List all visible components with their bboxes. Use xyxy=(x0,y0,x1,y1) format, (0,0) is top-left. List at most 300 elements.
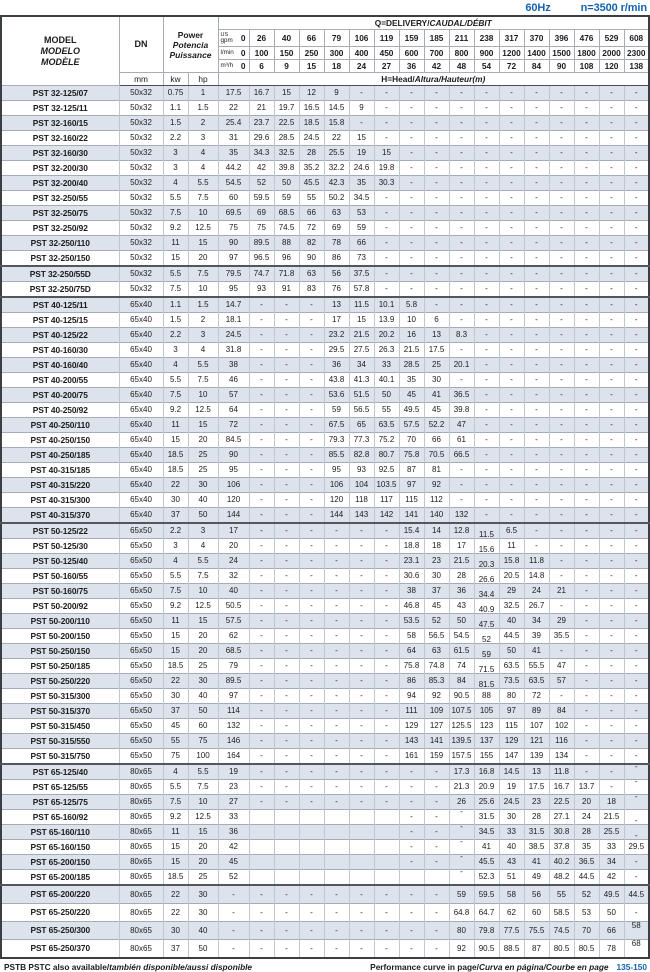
head-value-cell xyxy=(324,840,349,855)
head-value-cell: 78 xyxy=(599,940,624,959)
head-value-cell: - xyxy=(349,885,374,904)
head-value-cell: 109 xyxy=(424,704,449,719)
lmin-flow-value: 2000 xyxy=(599,47,624,60)
head-value-cell: - xyxy=(424,764,449,780)
head-value-cell: 20 xyxy=(574,795,599,810)
head-value-cell: - xyxy=(374,614,399,629)
head-value-cell: - xyxy=(324,614,349,629)
head-value-cell: 46.8 xyxy=(399,599,424,614)
head-value-cell: 73.5 xyxy=(499,674,524,689)
head-value-cell: 22 xyxy=(324,131,349,146)
head-value-cell: 91 xyxy=(274,282,299,298)
m3h-unit-cell xyxy=(218,60,249,73)
model-cell: PST 50-250/150 xyxy=(1,644,119,659)
head-value-cell: - xyxy=(324,780,349,795)
dn-cell: 65x50 xyxy=(119,554,163,569)
head-value-cell: 90 xyxy=(218,236,249,251)
head-value-cell: - xyxy=(574,418,599,433)
kw-cell: 5.5 xyxy=(163,266,188,282)
head-value-cell: 88 xyxy=(274,236,299,251)
head-value-cell: - xyxy=(499,266,524,282)
head-value-cell: 45 xyxy=(399,388,424,403)
table-row xyxy=(1,810,649,825)
head-value-cell: 72 xyxy=(218,418,249,433)
head-value-cell: 35 xyxy=(399,373,424,388)
head-value-cell: 18 xyxy=(424,539,449,554)
head-value-cell: - xyxy=(399,266,424,282)
head-value-cell: 16.8 xyxy=(474,764,499,780)
head-value-cell: - xyxy=(424,904,449,922)
head-value-cell: - xyxy=(274,599,299,614)
head-value-cell: 55 xyxy=(299,191,324,206)
model-cell: PST 40-160/40 xyxy=(1,358,119,373)
head-value-cell: - xyxy=(374,629,399,644)
dn-cell: 65x50 xyxy=(119,569,163,584)
head-value-cell: - xyxy=(499,251,524,267)
head-value-cell: - xyxy=(474,101,499,116)
head-value-cell: - xyxy=(499,343,524,358)
head-value-cell: - xyxy=(249,614,274,629)
head-value-cell: 21.3 xyxy=(449,780,474,795)
head-value-cell: - xyxy=(299,493,324,508)
lmin-unit-cell xyxy=(218,47,249,60)
head-value-cell: - xyxy=(249,297,274,313)
head-value-cell: 25.6 xyxy=(474,795,499,810)
head-value-cell: 9 xyxy=(324,86,349,101)
head-value-cell: - xyxy=(249,584,274,599)
head-value-cell: 24.5 xyxy=(499,795,524,810)
head-value-cell: 41.3 xyxy=(349,373,374,388)
head-value-cell: 88.5 xyxy=(499,940,524,959)
head-value-cell: 123 xyxy=(474,719,499,734)
head-value-cell: - xyxy=(249,674,274,689)
head-value-cell: - xyxy=(374,131,399,146)
head-value-cell: 86 xyxy=(324,251,349,267)
head-value-cell: 11.5 xyxy=(349,297,374,313)
head-value-cell: 59 xyxy=(474,644,499,659)
head-value-cell: - xyxy=(274,922,299,940)
kw-cell: 30 xyxy=(163,689,188,704)
kw-cell: 11 xyxy=(163,418,188,433)
head-value-cell: 132 xyxy=(218,719,249,734)
dn-cell: 50x32 xyxy=(119,86,163,101)
head-value-cell: - xyxy=(399,840,424,855)
head-value-cell: 129 xyxy=(399,719,424,734)
head-value-cell: - xyxy=(474,146,499,161)
hp-cell: 10 xyxy=(188,282,218,298)
table-row xyxy=(1,116,649,131)
head-value-cell: 90 xyxy=(218,448,249,463)
head-value-cell: 12.8 xyxy=(449,523,474,539)
head-value-cell: - xyxy=(574,313,599,328)
head-value-cell: - xyxy=(424,780,449,795)
head-value-cell: 53.6 xyxy=(324,388,349,403)
head-value-cell: - xyxy=(424,795,449,810)
dn-cell: 65x40 xyxy=(119,418,163,433)
head-value-cell: - xyxy=(399,795,424,810)
kw-cell: 3 xyxy=(163,146,188,161)
dn-cell: 50x32 xyxy=(119,266,163,282)
head-value-cell: 74.5 xyxy=(274,221,299,236)
head-value-cell: - xyxy=(274,749,299,765)
head-value-cell: - xyxy=(399,131,424,146)
head-value-cell: - xyxy=(524,403,549,418)
head-value-cell: - xyxy=(549,297,574,313)
head-value-cell: - xyxy=(474,418,499,433)
table-row xyxy=(1,297,649,313)
gpm-flow-value: 370 xyxy=(524,30,549,47)
head-value-cell: - xyxy=(599,418,624,433)
head-value-cell: - xyxy=(274,373,299,388)
table-row xyxy=(1,251,649,267)
head-value-cell: 90 xyxy=(299,251,324,267)
head-value-cell: - xyxy=(299,689,324,704)
kw-cell: 7.5 xyxy=(163,206,188,221)
head-value-cell: - xyxy=(624,569,649,584)
dn-cell: 65x50 xyxy=(119,539,163,554)
head-value-cell: 40 xyxy=(499,614,524,629)
head-value-cell: 70 xyxy=(399,433,424,448)
footer-curve-reference xyxy=(370,962,647,972)
head-value-cell: - xyxy=(424,236,449,251)
head-value-cell: 33 xyxy=(374,358,399,373)
head-value-cell: 86 xyxy=(399,674,424,689)
kw-cell: 9.2 xyxy=(163,810,188,825)
head-value-cell: - xyxy=(624,251,649,267)
head-value-cell: - xyxy=(574,131,599,146)
head-value-cell: - xyxy=(399,236,424,251)
table-row xyxy=(1,478,649,493)
head-value-cell: - xyxy=(324,539,349,554)
lmin-flow-value: 400 xyxy=(349,47,374,60)
head-value-cell: - xyxy=(374,554,399,569)
head-value-cell: - xyxy=(599,343,624,358)
head-value-cell: 34.5 xyxy=(349,191,374,206)
table-row xyxy=(1,206,649,221)
head-value-cell xyxy=(349,825,374,840)
table-row xyxy=(1,358,649,373)
head-value-cell: - xyxy=(374,191,399,206)
head-value-cell: - xyxy=(299,674,324,689)
head-value-cell: 69 xyxy=(249,206,274,221)
head-value-cell: 28 xyxy=(299,146,324,161)
head-value-cell: - xyxy=(474,176,499,191)
head-value-cell: 93 xyxy=(349,463,374,478)
table-header xyxy=(1,16,649,86)
dn-cell: 80x65 xyxy=(119,780,163,795)
model-cell: PST 50-315/450 xyxy=(1,719,119,734)
hp-cell: 50 xyxy=(188,704,218,719)
head-value-cell: - xyxy=(399,176,424,191)
head-value-cell: 28.5 xyxy=(399,358,424,373)
head-value-cell: - xyxy=(574,493,599,508)
model-cell: PST 50-125/30 xyxy=(1,539,119,554)
head-value-cell: 17.5 xyxy=(524,780,549,795)
head-value-cell: - xyxy=(574,282,599,298)
head-value-cell: - xyxy=(624,599,649,614)
head-value-cell: - xyxy=(274,795,299,810)
head-value-cell: - xyxy=(449,855,474,870)
m3h-flow-value: 18 xyxy=(324,60,349,73)
head-value-cell: - xyxy=(524,523,549,539)
head-value-cell: - xyxy=(549,493,574,508)
head-value-cell: - xyxy=(624,764,649,780)
head-value-cell: - xyxy=(499,373,524,388)
head-value-cell: - xyxy=(349,795,374,810)
head-value-cell: 34 xyxy=(349,358,374,373)
head-value-cell: 32.5 xyxy=(499,599,524,614)
head-value-cell: 5.8 xyxy=(399,297,424,313)
head-value-cell: - xyxy=(274,418,299,433)
head-value-cell: - xyxy=(549,266,574,282)
head-value-cell: - xyxy=(599,493,624,508)
head-value-cell: 20.2 xyxy=(374,328,399,343)
m3h-flow-value: 36 xyxy=(399,60,424,73)
head-value-cell: 30.3 xyxy=(374,176,399,191)
hp-cell: 7.5 xyxy=(188,191,218,206)
head-value-cell: - xyxy=(599,599,624,614)
head-value-cell: - xyxy=(449,146,474,161)
head-value-cell: - xyxy=(474,282,499,298)
kw-cell: 11 xyxy=(163,825,188,840)
head-value-cell xyxy=(299,825,324,840)
head-value-cell: 34 xyxy=(599,855,624,870)
head-value-cell: - xyxy=(624,734,649,749)
head-value-cell: - xyxy=(499,206,524,221)
head-value-cell: - xyxy=(399,904,424,922)
head-value-cell: 47 xyxy=(449,418,474,433)
head-value-cell: - xyxy=(274,614,299,629)
head-value-cell: - xyxy=(424,176,449,191)
head-value-cell: - xyxy=(299,719,324,734)
model-cell: PST 32-160/15 xyxy=(1,116,119,131)
head-value-cell: 43 xyxy=(499,855,524,870)
power-label-fr: Puissance xyxy=(169,49,212,60)
lmin-flow-value: 900 xyxy=(474,47,499,60)
head-value-cell: 43.8 xyxy=(324,373,349,388)
head-value-cell: - xyxy=(474,433,499,448)
head-value-cell xyxy=(274,825,299,840)
head-value-cell: - xyxy=(474,463,499,478)
head-value-cell: - xyxy=(499,86,524,101)
kw-cell: 1.5 xyxy=(163,116,188,131)
head-value-cell: 70 xyxy=(574,922,599,940)
head-value-cell: 95 xyxy=(324,463,349,478)
model-cell: PST 50-200/150 xyxy=(1,629,119,644)
hp-cell: 100 xyxy=(188,749,218,765)
head-value-cell: 59.5 xyxy=(474,885,499,904)
head-value-cell: - xyxy=(249,539,274,554)
head-value-cell: - xyxy=(599,749,624,765)
head-value-cell: 44.5 xyxy=(624,885,649,904)
model-cell: PST 40-125/11 xyxy=(1,297,119,313)
head-value-cell: - xyxy=(299,780,324,795)
head-value-cell: 49 xyxy=(524,870,549,886)
head-value-cell: - xyxy=(574,116,599,131)
head-value-cell: 20.3 xyxy=(474,554,499,569)
head-value-cell: - xyxy=(524,146,549,161)
head-value-cell: - xyxy=(624,448,649,463)
head-value-cell: - xyxy=(474,191,499,206)
head-value-cell: - xyxy=(449,131,474,146)
model-cell: PST 40-250/92 xyxy=(1,403,119,418)
head-value-cell: 63 xyxy=(299,266,324,282)
model-column-header xyxy=(1,16,119,86)
head-value-cell: - xyxy=(449,840,474,855)
head-value-cell: - xyxy=(324,689,349,704)
head-value-cell: - xyxy=(299,885,324,904)
hp-cell: 10 xyxy=(188,206,218,221)
head-value-cell: - xyxy=(249,795,274,810)
head-value-cell: 33 xyxy=(218,810,249,825)
head-value-cell: 68.5 xyxy=(274,206,299,221)
head-value-cell: - xyxy=(549,569,574,584)
kw-cell: 22 xyxy=(163,904,188,922)
head-value-cell: 105 xyxy=(474,704,499,719)
m3h-flow-value: 48 xyxy=(449,60,474,73)
head-value-cell: 28.5 xyxy=(274,131,299,146)
head-value-cell: - xyxy=(474,116,499,131)
head-value-cell: - xyxy=(274,554,299,569)
model-cell: PST 40-315/220 xyxy=(1,478,119,493)
head-value-cell: 92 xyxy=(449,940,474,959)
kw-cell: 2.2 xyxy=(163,328,188,343)
table-row xyxy=(1,749,649,765)
head-value-cell: - xyxy=(299,297,324,313)
head-value-cell: 50 xyxy=(374,388,399,403)
head-value-cell: - xyxy=(424,266,449,282)
head-value-cell: 61.5 xyxy=(449,644,474,659)
head-value-cell: - xyxy=(424,840,449,855)
dn-unit-label: mm xyxy=(119,73,163,86)
model-cell: PST 50-315/370 xyxy=(1,704,119,719)
kw-cell: 5.5 xyxy=(163,191,188,206)
head-value-cell: - xyxy=(549,388,574,403)
head-value-cell: - xyxy=(424,146,449,161)
head-value-cell: - xyxy=(349,780,374,795)
head-value-cell: 35.2 xyxy=(299,161,324,176)
dn-cell: 80x65 xyxy=(119,922,163,940)
head-value-cell: 10.1 xyxy=(374,297,399,313)
head-value-cell: - xyxy=(574,161,599,176)
head-value-cell: - xyxy=(599,704,624,719)
head-value-cell: 44.2 xyxy=(218,161,249,176)
head-value-cell: - xyxy=(249,478,274,493)
lmin-zero-value: 0 xyxy=(240,47,246,58)
hp-column-label: hp xyxy=(188,73,218,86)
kw-cell: 0.75 xyxy=(163,86,188,101)
table-row xyxy=(1,840,649,855)
head-value-cell: 107.5 xyxy=(449,704,474,719)
head-value-cell: 25.5 xyxy=(599,825,624,840)
head-value-cell: - xyxy=(324,599,349,614)
model-cell: PST 65-250/370 xyxy=(1,940,119,959)
head-value-cell: - xyxy=(374,599,399,614)
head-value-cell: - xyxy=(474,313,499,328)
head-value-cell: - xyxy=(599,358,624,373)
head-value-cell: - xyxy=(474,86,499,101)
table-row xyxy=(1,885,649,904)
head-value-cell: - xyxy=(449,86,474,101)
head-value-cell: - xyxy=(524,493,549,508)
head-value-cell: - xyxy=(549,101,574,116)
head-value-cell: 22.5 xyxy=(549,795,574,810)
head-value-cell: - xyxy=(274,328,299,343)
head-value-cell: - xyxy=(624,523,649,539)
model-cell: PST 32-250/92 xyxy=(1,221,119,236)
head-value-cell: - xyxy=(599,236,624,251)
hp-cell: 50 xyxy=(188,940,218,959)
m3h-flow-value: 24 xyxy=(349,60,374,73)
head-value-cell: 161 xyxy=(399,749,424,765)
page-header xyxy=(0,0,650,15)
head-value-cell: 45.5 xyxy=(299,176,324,191)
head-value-cell: - xyxy=(599,403,624,418)
head-value-cell: - xyxy=(299,599,324,614)
head-value-cell: - xyxy=(624,221,649,236)
head-value-cell: 64 xyxy=(399,644,424,659)
head-value-cell: - xyxy=(549,644,574,659)
head-value-cell: - xyxy=(449,206,474,221)
table-row xyxy=(1,523,649,539)
hp-cell: 2 xyxy=(188,116,218,131)
table-row xyxy=(1,734,649,749)
head-value-cell: - xyxy=(624,904,649,922)
head-value-cell: 159 xyxy=(424,749,449,765)
table-row xyxy=(1,493,649,508)
dn-column-header: DN xyxy=(119,16,163,73)
head-value-cell: - xyxy=(549,86,574,101)
head-value-cell: 81 xyxy=(424,463,449,478)
head-value-cell: - xyxy=(549,176,574,191)
head-value-cell: - xyxy=(474,251,499,267)
head-value-cell: - xyxy=(274,644,299,659)
model-cell: PST 65-200/150 xyxy=(1,855,119,870)
head-value-cell: - xyxy=(599,478,624,493)
head-value-cell: 14.5 xyxy=(499,764,524,780)
power-label-es: Potencia xyxy=(172,39,209,50)
head-value-cell: 47 xyxy=(549,659,574,674)
head-value-cell: - xyxy=(374,780,399,795)
head-value-cell: 35 xyxy=(574,840,599,855)
head-value-cell: - xyxy=(549,478,574,493)
gpm-flow-value: 40 xyxy=(274,30,299,47)
head-value-cell: 139 xyxy=(524,749,549,765)
model-cell: PST 32-250/75 xyxy=(1,206,119,221)
model-cell: PST 50-250/220 xyxy=(1,674,119,689)
head-value-cell: 34.3 xyxy=(249,146,274,161)
kw-cell: 22 xyxy=(163,478,188,493)
head-value-cell: - xyxy=(374,251,399,267)
head-value-cell: 66.5 xyxy=(449,448,474,463)
head-value-cell: - xyxy=(574,433,599,448)
table-row xyxy=(1,795,649,810)
hp-cell: 15 xyxy=(188,614,218,629)
head-value-cell: - xyxy=(299,463,324,478)
head-value-cell: - xyxy=(349,629,374,644)
head-value-cell xyxy=(249,825,274,840)
head-value-cell: - xyxy=(499,328,524,343)
model-cell: PST 40-250/185 xyxy=(1,448,119,463)
kw-cell: 4 xyxy=(163,176,188,191)
gpm-flow-value: 211 xyxy=(449,30,474,47)
head-value-cell: 38 xyxy=(399,584,424,599)
table-row xyxy=(1,569,649,584)
kw-column-label: kw xyxy=(163,73,188,86)
head-value-cell: - xyxy=(249,418,274,433)
head-value-cell: - xyxy=(424,922,449,940)
head-value-cell: - xyxy=(299,614,324,629)
